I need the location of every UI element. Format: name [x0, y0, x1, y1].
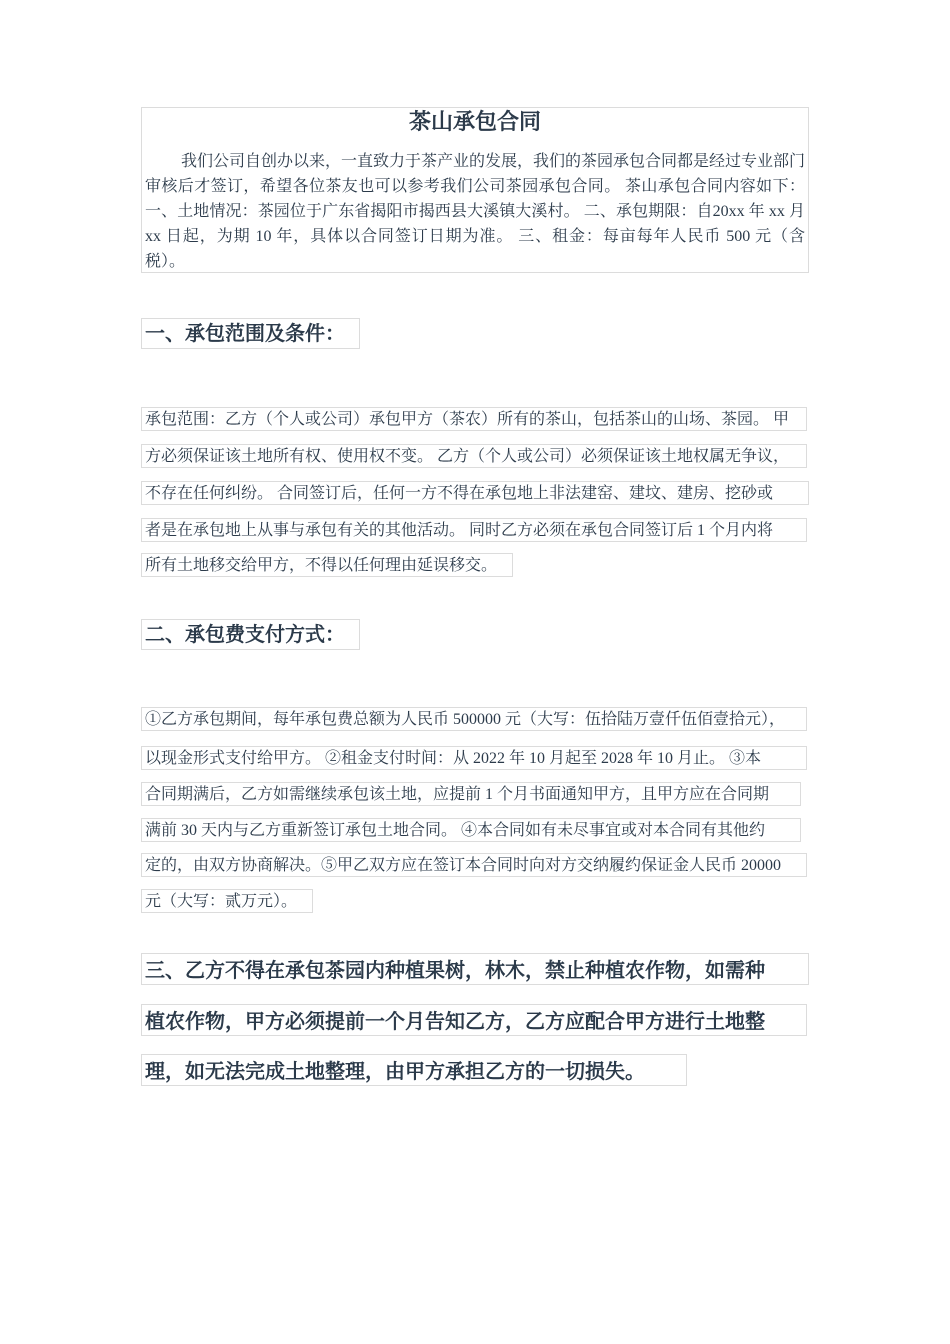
text-line: 承包范围：乙方（个人或公司）承包甲方（茶农）所有的茶山，包括茶山的山场、茶园。 甲 — [141, 407, 807, 431]
section-heading-payment: 二、承包费支付方式： — [141, 619, 360, 650]
text-line: ①乙方承包期间，每年承包费总额为人民币 500000 元（大写：伍拾陆万壹仟伍佰壹拾元）， — [141, 707, 807, 731]
text-line: 合同期满后，乙方如需继续承包该土地，应提前 1 个月书面通知甲方，且甲方应在合同期 — [141, 782, 801, 806]
text-line: 方必须保证该土地所有权、使用权不变。 乙方（个人或公司）必须保证该土地权属无争议， — [141, 444, 807, 468]
text-line: 不存在任何纠纷。 合同签订后，任何一方不得在承包地上非法建窑、建坟、建房、挖砂或 — [141, 481, 809, 505]
text-line: 所有土地移交给甲方，不得以任何理由延误移交。 — [141, 553, 513, 577]
text-line: 者是在承包地上从事与承包有关的其他活动。 同时乙方必须在承包合同签订后 1 个月内将 — [141, 518, 807, 542]
text-line: 三、乙方不得在承包茶园内种植果树，林木，禁止种植农作物，如需种 — [141, 953, 809, 985]
text-line: 定的，由双方协商解决。⑤甲乙双方应在签订本合同时向对方交纳履约保证金人民币 20000 — [141, 853, 807, 877]
page-title: 茶山承包合同 — [408, 109, 541, 135]
text-line: 理，如无法完成土地整理，由甲方承担乙方的一切损失。 — [141, 1054, 687, 1086]
title-block — [141, 107, 809, 273]
section-heading-scope: 一、承包范围及条件： — [141, 318, 360, 349]
intro-paragraph: 我们公司自创办以来，一直致力于茶产业的发展，我们的茶园承包合同都是经过专业部门审核后才签订，希望各位茶友也可以参考我们公司茶园承包合同。 茶山承包合同内容如下： 一、土地情况：茶园位于广东省揭阳市揭西县大溪镇大溪村。 二、承包期限：自20xx 年 xx 月 xx 日起，为期 10 年，具体以合同签订日期为准。 三、租金：每亩每年人民币 500 元（含税）。 — [145, 153, 806, 270]
text-line: 元（大写：贰万元）。 — [141, 889, 313, 913]
text-line: 植农作物，甲方必须提前一个月告知乙方，乙方应配合甲方进行土地整 — [141, 1004, 807, 1036]
text-line: 以现金形式支付给甲方。 ②租金支付时间：从 2022 年 10 月起至 2028 年 10 月止。 ③本 — [141, 746, 807, 770]
text-line: 满前 30 天内与乙方重新签订承包土地合同。 ④本合同如有未尽事宜或对本合同有其他约 — [141, 818, 801, 842]
